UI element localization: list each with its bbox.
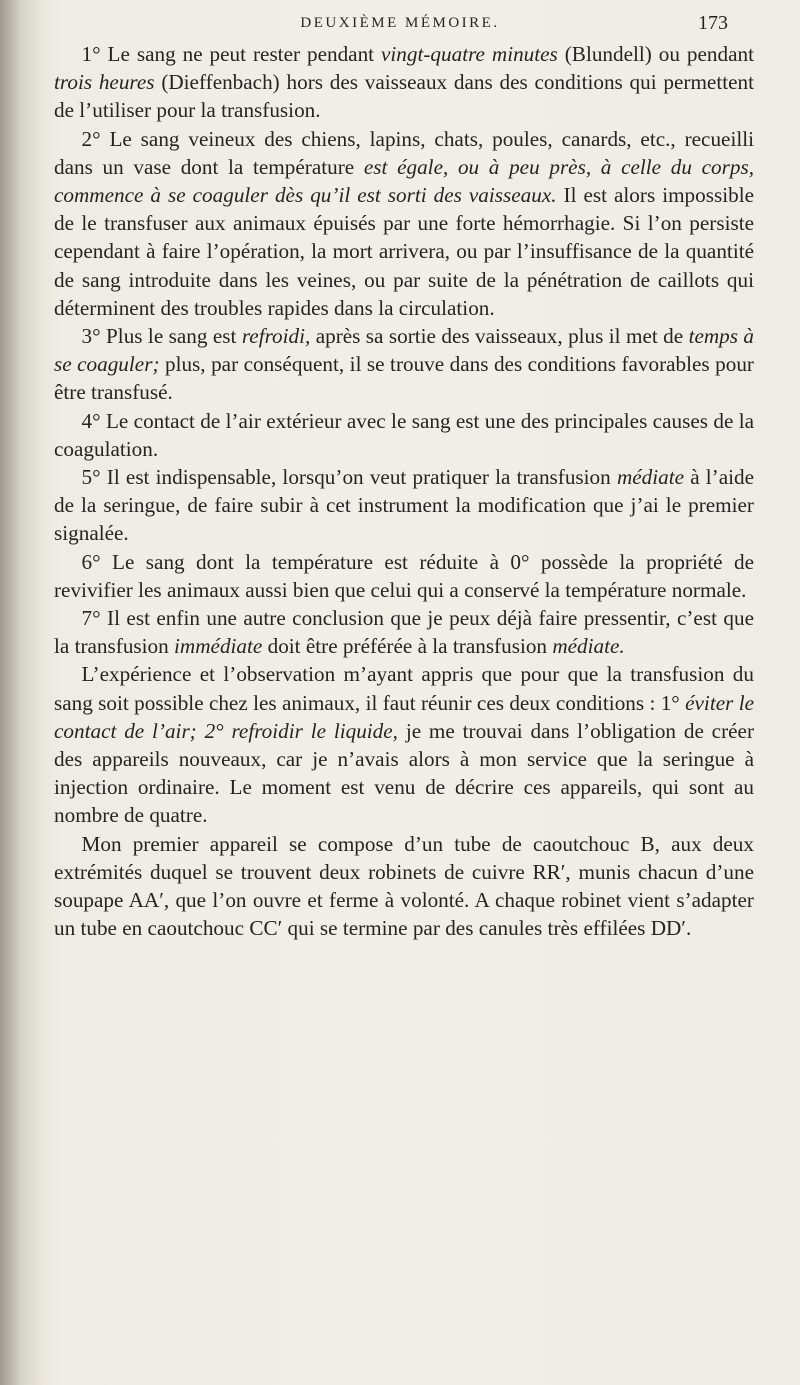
text-run: 3° Plus le sang est <box>81 324 242 349</box>
paragraph-conclusion-3 <box>54 322 754 407</box>
paragraph-first-apparatus <box>54 830 754 943</box>
italic-run: éviter le contact de l’air; 2° refroidir le liquide, <box>54 690 754 743</box>
binding-gutter-shadow <box>0 0 42 1385</box>
paragraph-conclusion-4 <box>54 407 754 463</box>
text-run: plus, par conséquent, il se trouve dans des conditions favorables pour être transfusé. <box>54 352 754 405</box>
italic-run: immédiate <box>174 634 263 659</box>
italic-run: refroidi, <box>241 324 311 349</box>
italic-run: est égale, ou à peu près, à celle du corps, commence à se coaguler dès qu’il est sorti des vaisseaux. <box>54 154 754 208</box>
text-run: (Blundell) ou pendant <box>557 42 754 66</box>
text-run: Mon premier appareil se compose d’un tube de caoutchouc B, aux deux extrémités duquel se trouvent deux robinets de cuivre RR′, munis chacun d’une soupape AA′, que l’on ouvre et ferme à volonté. A chaque robinet vient s’adapter un tube en caoutchouc CC′ qui se termine par des canules très effilées DD′. <box>54 831 754 941</box>
italic-run: trois heures <box>54 70 155 95</box>
text-run: doit être préférée à la transfusion <box>262 634 553 659</box>
text-run: à l’aide de la seringue, de faire subir à cet instrument la modification que j’ai le premier signalée. <box>54 465 755 546</box>
running-head <box>0 8 800 38</box>
text-run: (Dieffenbach) hors des vaisseaux dans des conditions qui permettent de l’utiliser pour la transfusion. <box>54 70 754 123</box>
body-text <box>54 40 754 943</box>
paragraph-conclusion-1 <box>54 40 754 125</box>
text-run: 1° Le sang ne peut rester pendant <box>81 42 381 66</box>
running-title: DEUXIÈME MÉMOIRE. <box>300 15 500 31</box>
italic-run: médiate <box>616 465 685 490</box>
text-run: je me trouvai dans l’obligation de créer des appareils nouveaux, car je n’avais alors à mon service que la seringue à injection ordinaire. Le moment est venu de décrire ces appareils, qui sont au nombre de quatre. <box>54 718 754 828</box>
paragraph-conclusion-5 <box>54 463 754 548</box>
paragraph-conclusion-7 <box>54 604 754 660</box>
paragraph-conclusion-2 <box>54 125 754 322</box>
page-number: 173 <box>698 12 728 34</box>
text-run: 4° Le contact de l’air extérieur avec le sang est une des principales causes de la coagulation. <box>54 408 754 461</box>
italic-run: temps à se coaguler; <box>54 324 754 377</box>
paragraph-experience <box>54 660 754 829</box>
text-run: 6° Le sang dont la température est réduite à 0° possède la propriété de revivifier les animaux aussi bien que celui qui a conservé la température normale. <box>54 549 754 602</box>
text-run: 7° Il est enfin une autre conclusion que je peux déjà faire pressentir, c’est que la transfusion <box>54 606 754 659</box>
italic-run: médiate. <box>552 634 625 659</box>
text-run: après sa sortie des vaisseaux, plus il met de <box>310 324 689 349</box>
text-run: Il est alors impossible de le transfuser aux animaux épuisés par une forte hémorrhagie. Si l’on persiste cependant à faire l’opération, la mort arrivera, ou par l’insuffisance de la quantité de sang introduite dans les veines, ou par suite de la pénétration de caillots qui déterminent des troubles rapides dans la circulation. <box>54 183 755 320</box>
paragraph-conclusion-6 <box>54 548 754 604</box>
text-run: 5° Il est indispensable, lorsqu’on veut pratiquer la transfusion <box>81 465 617 490</box>
text-run: L’expérience et l’observation m’ayant appris que pour que la transfusion du sang soit possible chez les animaux, il faut réunir ces deux conditions : 1° <box>54 662 754 715</box>
italic-run: vingt-quatre minutes <box>381 42 558 66</box>
text-run: 2° Le sang veineux des chiens, lapins, chats, poules, canards, etc., recueilli dans un vase dont la température <box>54 126 754 179</box>
